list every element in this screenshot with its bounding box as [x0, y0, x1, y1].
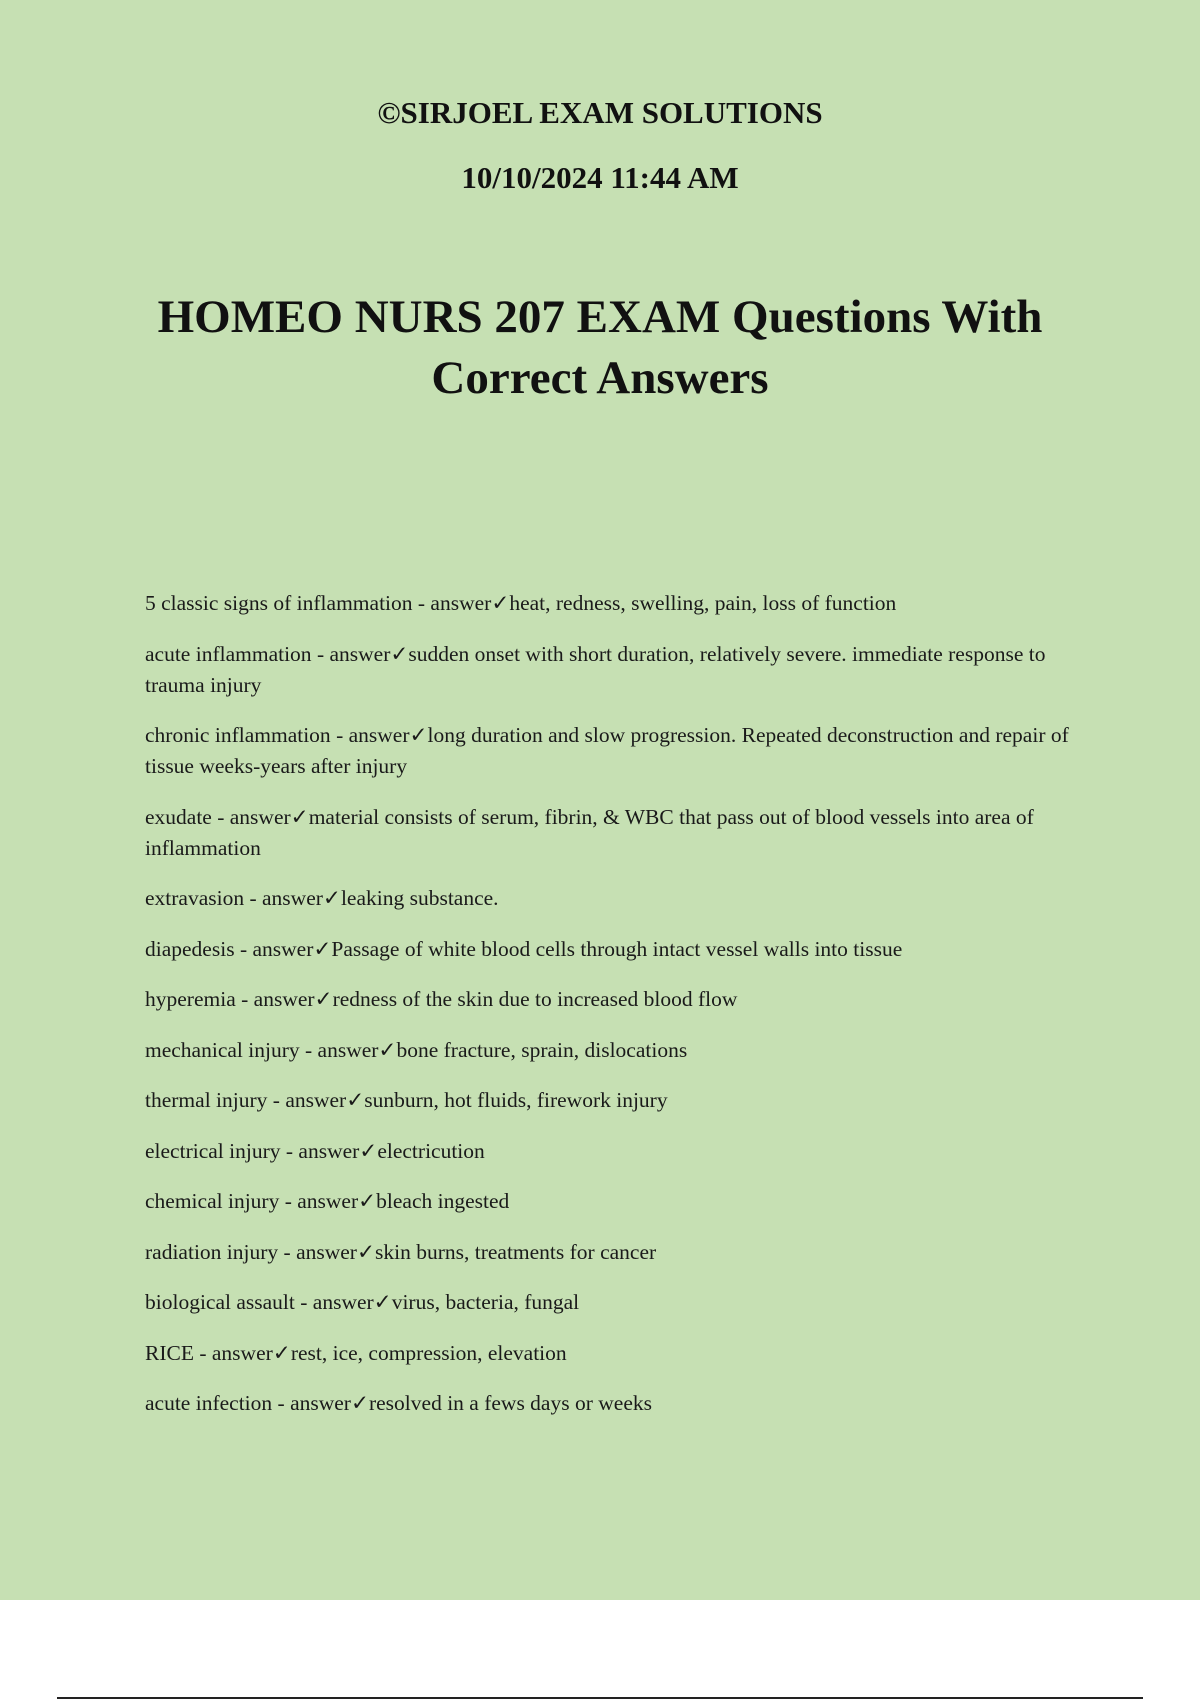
qa-term: mechanical injury: [145, 1037, 300, 1062]
qa-separator: - answer✓: [193, 1340, 291, 1365]
qa-term: RICE: [145, 1340, 194, 1365]
qa-answer: bleach ingested: [376, 1189, 510, 1213]
qa-item: [145, 1388, 1080, 1419]
qa-separator: - answer✓: [311, 641, 409, 666]
qa-item: [145, 1136, 1080, 1167]
qa-term: hyperemia: [145, 987, 236, 1011]
qa-term: acute inflammation: [145, 641, 312, 666]
qa-term: diapedesis: [145, 936, 235, 961]
qa-item: [145, 802, 1080, 864]
qa-item: [145, 1186, 1080, 1217]
datetime-header: 10/10/2024 11:44 AM: [461, 160, 739, 195]
brand-header: ©SIRJOEL EXAM SOLUTIONS: [377, 95, 823, 130]
document-title: HOMEO NURS 207 EXAM Questions With Correct Answers: [157, 291, 1043, 404]
qa-separator: - answer✓: [299, 1037, 397, 1062]
qa-item: [145, 1237, 1080, 1268]
qa-answer: Passage of white blood cells through intact vessel walls into tissue: [331, 936, 903, 961]
qa-answer: resolved in a fews days or weeks: [368, 1391, 652, 1415]
qa-answer: long duration and slow progression. Repeated deconstruction and repair of tissue weeks-years after injury: [145, 723, 1069, 778]
qa-item: [145, 984, 1080, 1015]
qa-answer: virus, bacteria, fungal: [391, 1290, 580, 1314]
qa-term: acute infection: [145, 1391, 273, 1415]
qa-term: extravasion: [145, 886, 245, 910]
qa-term: electrical injury: [145, 1138, 281, 1163]
qa-separator: - answer✓: [267, 1088, 365, 1112]
qa-answer: redness of the skin due to increased blood flow: [332, 987, 738, 1011]
qa-term: chemical injury: [145, 1189, 280, 1213]
qa-item: [145, 639, 1080, 701]
qa-separator: - answer✓: [279, 1189, 377, 1213]
qa-separator: - answer✓: [235, 987, 333, 1011]
qa-separator: - answer✓: [211, 804, 309, 829]
qa-separator: - answer✓: [330, 723, 428, 747]
qa-answer: skin burns, treatments for cancer: [374, 1239, 657, 1264]
qa-answer: sunburn, hot fluids, firework injury: [364, 1088, 668, 1112]
qa-separator: - answer✓: [244, 886, 341, 910]
qa-item: [145, 1287, 1080, 1318]
qa-term: biological assault: [145, 1290, 295, 1314]
qa-item: [145, 1085, 1080, 1116]
qa-term: radiation injury: [145, 1239, 279, 1264]
qa-list: [145, 588, 1080, 1439]
qa-answer: sudden onset with short duration, relatively severe. immediate response to trauma injury: [145, 641, 1046, 697]
qa-separator: - answer✓: [280, 1138, 378, 1163]
qa-separator: - answer✓: [412, 591, 510, 615]
qa-answer: bone fracture, sprain, dislocations: [396, 1037, 688, 1062]
qa-item: [145, 1338, 1080, 1369]
qa-separator: - answer✓: [272, 1391, 369, 1415]
qa-separator: - answer✓: [278, 1239, 375, 1264]
qa-answer: heat, redness, swelling, pain, loss of function: [509, 591, 897, 615]
qa-item: [145, 588, 1080, 619]
qa-term: chronic inflammation: [145, 723, 331, 747]
qa-item: [145, 883, 1080, 914]
qa-term: 5 classic signs of inflammation: [145, 591, 413, 615]
qa-answer: leaking substance.: [340, 886, 499, 910]
qa-term: exudate: [145, 804, 212, 829]
qa-answer: rest, ice, compression, elevation: [290, 1340, 567, 1365]
qa-answer: electricution: [377, 1138, 485, 1163]
qa-item: [145, 1035, 1080, 1066]
qa-term: thermal injury: [145, 1088, 268, 1112]
qa-separator: - answer✓: [234, 936, 332, 961]
qa-item: [145, 934, 1080, 965]
footer-divider: [57, 1697, 1143, 1699]
qa-separator: - answer✓: [294, 1290, 392, 1314]
qa-answer: material consists of serum, fibrin, & WBC that pass out of blood vessels into area of inflammation: [145, 804, 1034, 860]
qa-item: [145, 720, 1080, 782]
